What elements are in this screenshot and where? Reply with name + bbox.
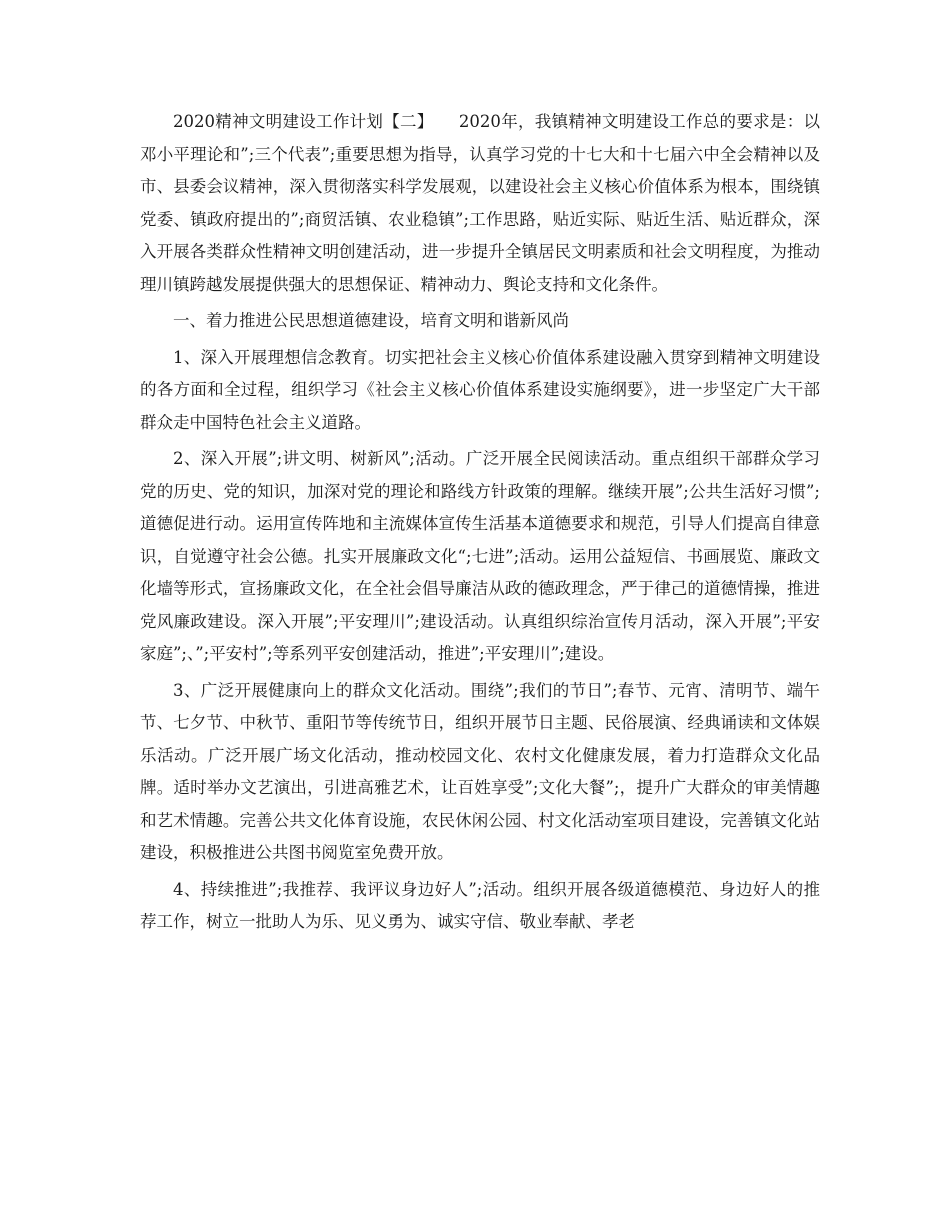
item-2-paragraph: 2、深入开展”;讲文明、树新风”;活动。广泛开展全民阅读活动。重点组织干部群众学习党的历史、党的知识，加深对党的理论和路线方针政策的理解。继续开展”;公共生活好习惯”;道德促进行动。运用宣传阵地和主流媒体宣传生活基本道德要求和规范，引导人们提高自律意识，自觉遵守社会公德。扎实开展廉政文化“;七进”;活动。运用公益短信、书画展览、廉政文化墙等形式，宣扬廉政文化，在全社会倡导廉洁从政的德政理念，严于律己的道德情操，推进党风廉政建设。深入开展”;平安理川”;建设活动。认真组织综治宣传月活动，深入开展”;平安家庭”;、”;平安村”;等系列平安创建活动，推进”;平安理川”;建设。	[140, 449, 820, 663]
section-heading: 一、着力推进公民思想道德建设，培育文明和谐新风尚	[173, 311, 569, 330]
intro-paragraph: 2020精神文明建设工作计划【二】 2020年，我镇精神文明建设工作总的要求是：以邓小平理论和”;三个代表”;重要思想为指导，认真学习党的十七大和十七届六中全会精神以及市、县委会议精神，深入贯彻落实科学发展观，以建设社会主义核心价值体系为根本，围绕镇党委、镇政府提出的”;商贸活镇、农业稳镇”;工作思路，贴近实际、贴近生活、贴近群众，深入开展各类群众性精神文明创建活动，进一步提升全镇居民文明素质和社会文明程度，为推动理川镇跨越发展提供强大的思想保证、精神动力、舆论支持和文化条件。	[140, 112, 820, 294]
item-3-paragraph: 3、广泛开展健康向上的群众文化活动。围绕”;我们的节日”;春节、元宵、清明节、端午节、七夕节、中秋节、重阳节等传统节日，组织开展节日主题、民俗展演、经典诵读和文体娱乐活动。广泛开展广场文化活动，推动校园文化、农村文化健康发展，着力打造群众文化品牌。适时举办文艺演出，引进高雅艺术，让百姓享受”;文化大餐”;，提升广大群众的审美情趣和艺术情趣。完善公共文化体育设施，农民休闲公园、村文化活动室项目建设，完善镇文化站建设，积极推进公共图书阅览室免费开放。	[140, 680, 820, 862]
item-4-paragraph: 4、持续推进”;我推荐、我评议身边好人”;活动。组织开展各级道德模范、身边好人的推荐工作，树立一批助人为乐、见义勇为、诚实守信、敬业奉献、孝老	[140, 879, 820, 931]
document-body	[140, 106, 820, 939]
item-1-paragraph: 1、深入开展理想信念教育。切实把社会主义核心价值体系建设融入贯穿到精神文明建设的各方面和全过程，组织学习《社会主义核心价值体系建设实施纲要》，进一步坚定广大干部群众走中国特色社会主义道路。	[140, 347, 820, 432]
